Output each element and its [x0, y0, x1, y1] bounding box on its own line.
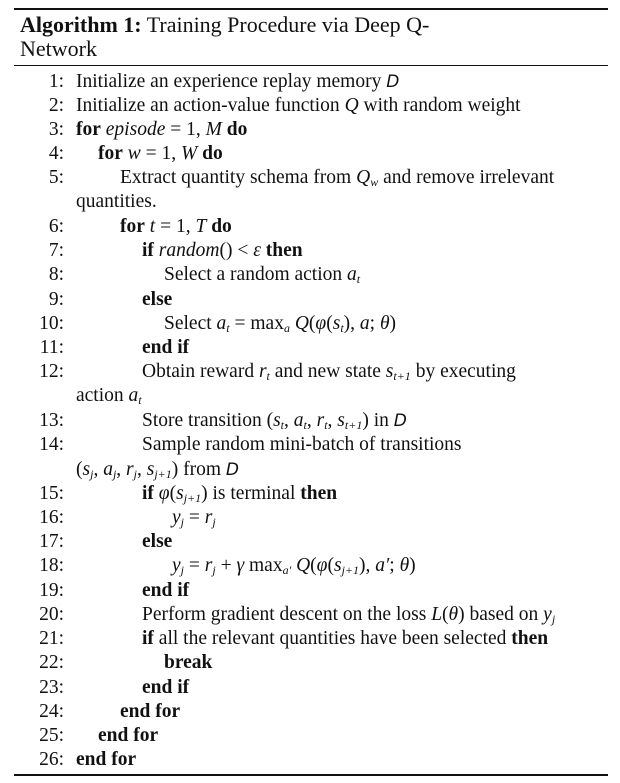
- line-text: action: [76, 385, 124, 406]
- line-number: 1:: [48, 71, 64, 92]
- line-text: Select a random action: [164, 264, 343, 285]
- line-text: based on: [469, 604, 539, 625]
- line-number: 13:: [39, 410, 64, 431]
- algorithm-title: [20, 13, 580, 61]
- line-number: 16:: [39, 507, 64, 528]
- line-text: Initialize an action-value function: [76, 95, 340, 116]
- keyword-else: else: [142, 289, 173, 310]
- line-number: 3:: [48, 119, 64, 140]
- line-number: 11:: [39, 337, 64, 358]
- line-number: 14:: [39, 434, 64, 455]
- line-text: and new state: [274, 361, 381, 382]
- keyword-end-for: end for: [98, 725, 159, 746]
- line-text: Extract quantity schema from: [120, 167, 352, 188]
- keyword-end-if: end if: [142, 677, 190, 698]
- keyword-then: then: [300, 483, 338, 504]
- line-number: 8:: [48, 264, 64, 285]
- keyword-do: do: [226, 119, 248, 140]
- line-number: 9:: [48, 289, 64, 310]
- keyword-break: break: [164, 652, 213, 673]
- line-number: 12:: [39, 361, 64, 382]
- keyword-end-if: end if: [142, 580, 190, 601]
- line-number: 25:: [39, 725, 64, 746]
- title-rule: [14, 65, 608, 66]
- line-number: 6:: [48, 216, 64, 237]
- line-number: 22:: [39, 652, 64, 673]
- line-text: by executing: [415, 361, 516, 382]
- keyword-if: if: [142, 483, 154, 504]
- line-number: 17:: [39, 531, 64, 552]
- line-number: 18:: [39, 555, 64, 576]
- keyword-end-if: end if: [142, 337, 190, 358]
- algorithm-title-line2: Network: [20, 36, 97, 61]
- line-text: Obtain reward: [142, 361, 255, 382]
- line-number: 24:: [39, 701, 64, 722]
- keyword-end-for: end for: [120, 701, 181, 722]
- line-text: Initialize an experience replay memory: [76, 71, 382, 92]
- line-number: 2:: [48, 95, 64, 116]
- line-text: quantities.: [76, 191, 157, 212]
- line-number: 19:: [39, 580, 64, 601]
- line-number: 4:: [48, 143, 64, 164]
- keyword-do: do: [211, 216, 232, 237]
- keyword-for: for: [120, 216, 145, 237]
- line-text: and remove irrelevant: [383, 167, 555, 188]
- keyword-for: for: [98, 143, 123, 164]
- line-number: 7:: [48, 240, 64, 261]
- keyword-if: if: [142, 240, 154, 261]
- line-text: Perform gradient descent on the loss: [142, 604, 427, 625]
- top-rule: [14, 8, 608, 10]
- bottom-rule: [14, 774, 608, 776]
- line-text: is terminal: [212, 483, 296, 504]
- line-text: in: [373, 410, 389, 431]
- line-text: Store transition: [142, 410, 262, 431]
- line-number: 26:: [39, 749, 64, 770]
- keyword-then: then: [511, 628, 549, 649]
- line-number: 15:: [39, 483, 64, 504]
- algorithm-label: Algorithm 1:: [20, 12, 142, 37]
- line-number: 23:: [39, 677, 64, 698]
- keyword-then: then: [265, 240, 303, 261]
- algorithm-title-line1: Training Procedure via Deep Q-: [146, 12, 430, 37]
- keyword-if: if: [142, 628, 154, 649]
- keyword-end-for: end for: [76, 749, 137, 770]
- line-text: from: [183, 459, 222, 480]
- algorithm-box: Algorithm 1: Training Procedure via Deep Q- Network 1: Initialize an experience replay memory D 2: Initialize an action-value function Q with random weight 3: for episode = 1, M do 4: for w = 1, W do 5: Extract quantity schema from $Q_w$ and remove irrelevant quantities. 6: for t = 1, T do 7: if random() < ε then 8: Select a random action $a_t$ 9: else 10: Select $a_t = \max_a Q(\varphi(s_t)$, a; θ) 11: end if 12: Obtain reward $r_t$ and new state $s_{t+1}$ by executing action $a_t$ 13: Store transition ($s_t$, $a_t$, $r_t$, $s_{t+1}$) in D 14: Sample random mini-batch of transitions ($s_j$, $a_j$, $r_j$, $s_{j+1}$) from D 15: if $\varphi(s_{j+1})$ is terminal then 16: $y_j = r_j$ 17: else 18: $y_j = r_j + \gamma$ $\max_{a'} Q(\varphi(s_{j+1})$, a′; θ) 19: end if 20: Perform gradient descent on the loss L(θ) based on $y_j$ 21: if all the relevant quantities have been selected then 22: break 23: end if 24: end for 25: end for 26: end for: [14, 8, 608, 776]
- keyword-do: do: [202, 143, 223, 164]
- line-text: all the relevant quantities have been selected: [158, 628, 507, 649]
- line-text: with random weight: [363, 95, 521, 116]
- line-number: 5:: [48, 167, 64, 188]
- line-number: 10:: [39, 313, 64, 334]
- line-text: Select: [164, 313, 212, 334]
- line-text: Sample random mini-batch of transitions: [142, 434, 462, 455]
- keyword-for: for: [76, 119, 101, 140]
- line-number: 21:: [39, 628, 64, 649]
- keyword-else: else: [142, 531, 173, 552]
- line-number: 20:: [39, 604, 64, 625]
